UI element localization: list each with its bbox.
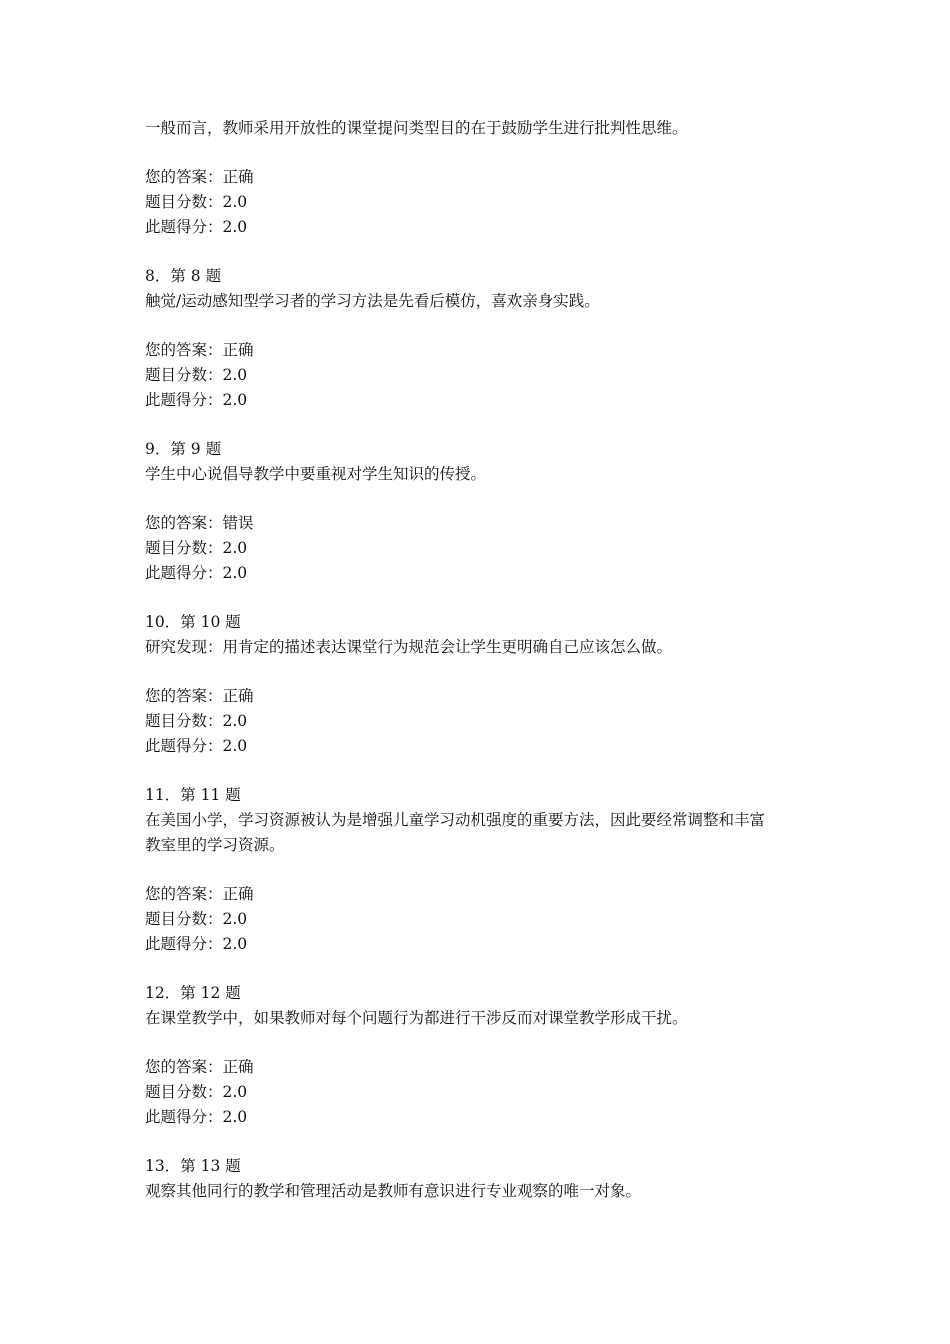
question-score: 题目分数：2.0 [145,539,248,557]
question-score: 题目分数：2.0 [145,712,248,730]
question-text-continued: 教室里的学习资源。 [145,836,285,854]
your-answer: 您的答案：错误 [145,514,254,532]
question-heading: 12．第 12 题 [145,984,241,1002]
question-score: 题目分数：2.0 [145,1083,248,1101]
question-text: 观察其他同行的教学和管理活动是教师有意识进行专业观察的唯一对象。 [145,1182,642,1200]
earned-score: 此题得分：2.0 [145,935,248,953]
question-text: 触觉/运动感知型学习者的学习方法是先看后模仿，喜欢亲身实践。 [145,292,600,310]
earned-score: 此题得分：2.0 [145,218,248,236]
earned-score: 此题得分：2.0 [145,564,248,582]
your-answer: 您的答案：正确 [145,687,254,705]
question-heading: 9．第 9 题 [145,440,222,458]
question-heading: 8．第 8 题 [145,267,222,285]
your-answer: 您的答案：正确 [145,885,254,903]
your-answer: 您的答案：正确 [145,1058,254,1076]
question-text: 学生中心说倡导教学中要重视对学生知识的传授。 [145,465,487,483]
question-text: 研究发现：用肯定的描述表达课堂行为规范会让学生更明确自己应该怎么做。 [145,638,673,656]
earned-score: 此题得分：2.0 [145,391,248,409]
document-page [145,116,825,1204]
question-text: 在课堂教学中，如果教师对每个问题行为都进行干涉反而对课堂教学形成干扰。 [145,1009,688,1027]
question-score: 题目分数：2.0 [145,366,248,384]
question-text: 在美国小学，学习资源被认为是增强儿童学习动机强度的重要方法，因此要经常调整和丰富 [145,811,766,829]
question-score: 题目分数：2.0 [145,910,248,928]
earned-score: 此题得分：2.0 [145,737,248,755]
question-heading: 10．第 10 题 [145,613,241,631]
your-answer: 您的答案：正确 [145,168,254,186]
question-heading: 13．第 13 题 [145,1157,241,1175]
earned-score: 此题得分：2.0 [145,1108,248,1126]
question-score: 题目分数：2.0 [145,193,248,211]
question-text: 一般而言，教师采用开放性的课堂提问类型目的在于鼓励学生进行批判性思维。 [145,119,688,137]
your-answer: 您的答案：正确 [145,341,254,359]
question-heading: 11．第 11 题 [145,786,241,804]
